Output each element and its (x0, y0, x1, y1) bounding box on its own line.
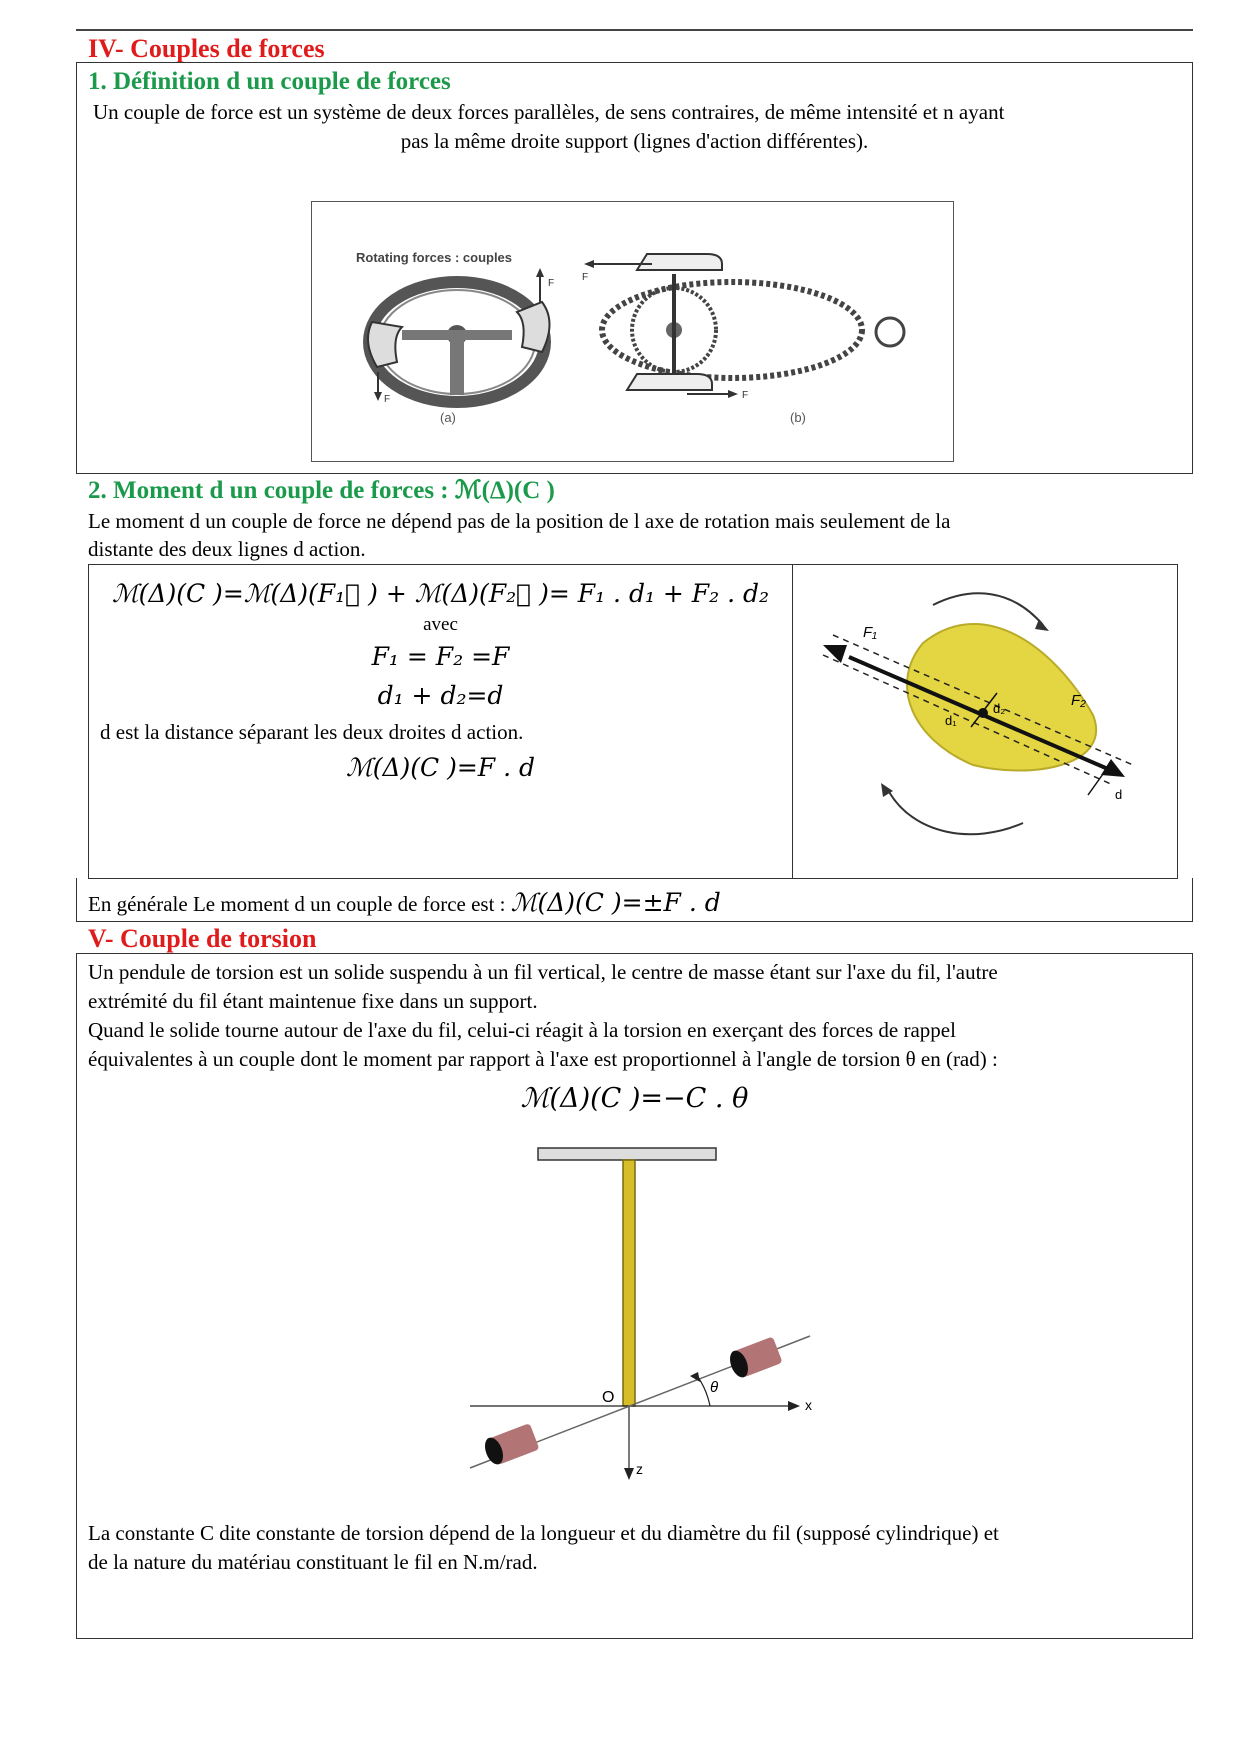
svg-text:F: F (582, 272, 589, 283)
torsion-pendulum-illustration (440, 1140, 840, 1480)
figure-couples-heading: Rotating forces : couples (356, 250, 513, 265)
torsion-p2-line2: équivalentes à un couple dont le moment par rapport à l'axe est proportionnel à l'angle de torsion θ en (rad) : (88, 1047, 998, 1071)
couples-illustration (312, 202, 953, 461)
distance-text: d est la distance séparant les deux droites d action. (100, 720, 524, 744)
svg-text:F₂: F₂ (1071, 692, 1086, 709)
general-text (88, 888, 721, 919)
right-hand-icon (517, 302, 550, 352)
torsion-p3-line2: de la nature du matériau constituant le fil en N.m/rad. (88, 1550, 538, 1574)
torsion-p1-line1: Un pendule de torsion est un solide suspendu à un fil vertical, le centre de masse étant sur l'axe du fil, l'autre (88, 960, 998, 984)
torsion-p3-line1: La constante C dite constante de torsion dépend de la longueur et du diamètre du fil (supposé cylindrique) et (88, 1521, 999, 1545)
svg-text:x: x (805, 1397, 812, 1413)
svg-text:F₁: F₁ (863, 624, 877, 641)
section-v-title: V- Couple de torsion (88, 924, 317, 953)
figure-label-a: (a) (440, 410, 456, 425)
svg-text:F: F (548, 278, 555, 289)
figure-label-b: (b) (790, 410, 806, 425)
formula-distance: d₁ + d₂=d (377, 681, 504, 710)
couple-solid-illustration (793, 565, 1177, 878)
moment-text-line2: distante des deux lignes d action. (88, 537, 366, 561)
definition-text-line1: Un couple de force est un système de deux forces parallèles, de sens contraires, de même intensité et n ayant (93, 100, 1005, 124)
left-hand-icon (368, 322, 402, 367)
formula-moment-fd: ℳ(Δ)(C )=F . d (345, 753, 535, 782)
torsion-p2-line1: Quand le solide tourne autour de l'axe du fil, celui-ci réagit à la torsion en exerçant des forces de rappel (88, 1018, 956, 1042)
general-formula: ℳ(Δ)(C )=±F . d (510, 888, 721, 917)
svg-text:θ: θ (710, 1379, 719, 1396)
svg-text:z: z (636, 1461, 643, 1477)
avec-label: avec (423, 614, 458, 635)
svg-text:d: d (1115, 787, 1123, 802)
formula-main: ℳ(Δ)(C )=ℳ(Δ)(F₁⃗ ) + ℳ(Δ)(F₂⃗ )= F₁ . d₁ + F₂ . d₂ (111, 579, 770, 608)
figure-couples-frame (311, 201, 954, 462)
svg-text:F: F (384, 394, 391, 405)
moment-text-line1: Le moment d un couple de force ne dépend pas de la position de l axe de rotation mais seulement de la (88, 509, 951, 533)
svg-text:F: F (742, 390, 749, 401)
svg-text:d₂: d₂ (993, 701, 1006, 716)
svg-text:O: O (602, 1389, 615, 1406)
formula-equal-forces: F₁ = F₂ =F (371, 642, 510, 671)
torsion-p1-line2: extrémité du fil étant maintenue fixe dans un support. (88, 989, 538, 1013)
torsion-formula: ℳ(Δ)(C )=−C . θ (520, 1083, 749, 1114)
cylinder-right (727, 1336, 783, 1380)
general-text-label: En générale Le moment d un couple de force est : (88, 892, 511, 916)
top-rule (76, 29, 1193, 31)
definition-title: 1. Définition d un couple de forces (88, 68, 451, 95)
moment-title: 2. Moment d un couple de forces : ℳ(Δ)(C ) (88, 477, 555, 504)
svg-text:d₁: d₁ (945, 713, 957, 728)
section-iv-title: IV- Couples de forces (88, 34, 325, 63)
definition-text-line2: pas la même droite support (lignes d'action différentes). (400, 129, 869, 153)
